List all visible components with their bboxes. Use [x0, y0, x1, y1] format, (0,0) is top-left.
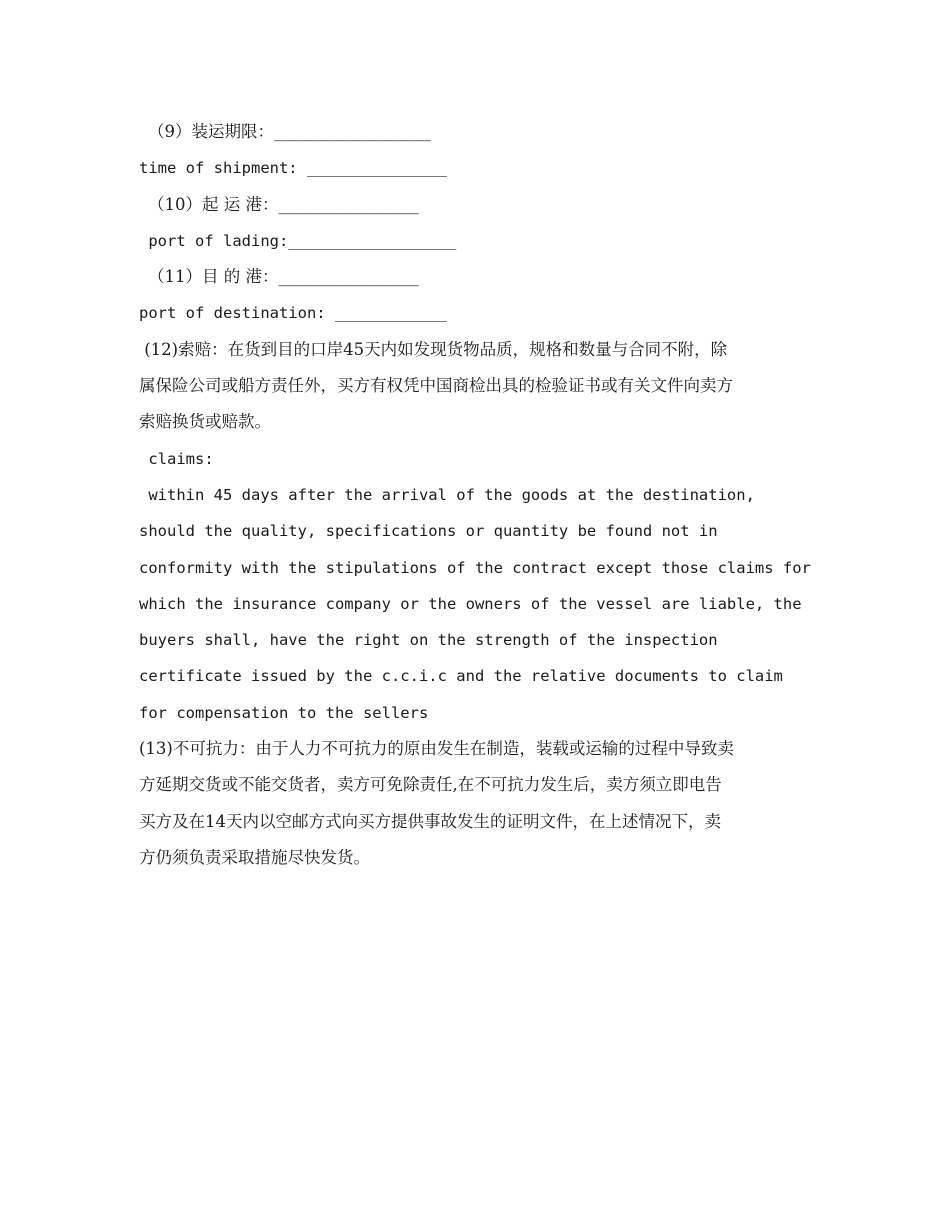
clause-12-claims-en-line-3: conformity with the stipulations of the contract except those claims for [139, 558, 811, 577]
document-page [139, 114, 819, 876]
clause-12-claims-en-line-7: for compensation to the sellers [139, 703, 429, 722]
clause-12-claims-en-line-6: certificate issued by the c.c.i.c and the relative documents to claim [139, 667, 783, 686]
clause-12-claims-en-line-4: which the insurance company or the owners of the vessel are liable, the [139, 594, 802, 613]
clause-12-claims-en-line-5: buyers shall, have the right on the strength of the inspection [139, 631, 718, 650]
clause-12-claims-cn-line-1: (12)索赔：在货到目的口岸45天内如发现货物品质，规格和数量与合同不附，除 [139, 339, 728, 359]
clause-13-force-majeure-cn-line-1: (13)不可抗力：由于人力不可抗力的原由发生在制造，装载或运输的过程中导致卖 [139, 739, 734, 759]
clause-12-claims-cn-line-2: 属保险公司或船方责任外，买方有权凭中国商检出具的检验证书或有关文件向卖方 [139, 376, 733, 396]
clause-9-shipment-period-cn: （9）装运期限：___________________ [148, 122, 431, 141]
clause-9-time-of-shipment: time of shipment: _______________ [139, 159, 447, 178]
clause-10-port-of-lading-cn: （10）起 运 港：_________________ [148, 194, 419, 214]
clause-13-force-majeure-cn-line-3: 买方及在14天内以空邮方式向买方提供事故发生的证明文件，在上述情况下，卖 [139, 811, 721, 831]
clause-13-force-majeure-cn-line-2: 方延期交货或不能交货者，卖方可免除责任,在不可抗力发生后，卖方须立即电告 [139, 775, 722, 795]
clause-12-claims-cn-line-3: 索赔换货或赔款。 [139, 412, 271, 432]
clause-12-claims-en-line-2: should the quality, specifications or quantity be found not in [139, 522, 718, 541]
clause-11-port-of-destination: port of destination: ____________ [139, 304, 447, 323]
clause-10-port-of-lading: port of lading:__________________ [139, 231, 457, 250]
clause-12-claims-heading: claims: [139, 449, 214, 468]
clause-12-claims-en-line-1: within 45 days after the arrival of the goods at the destination, [139, 485, 755, 504]
clause-11-port-of-destination-cn: （11）目 的 港：_________________ [148, 267, 419, 287]
clause-13-force-majeure-cn-line-4: 方仍须负责采取措施尽快发货。 [139, 847, 370, 867]
